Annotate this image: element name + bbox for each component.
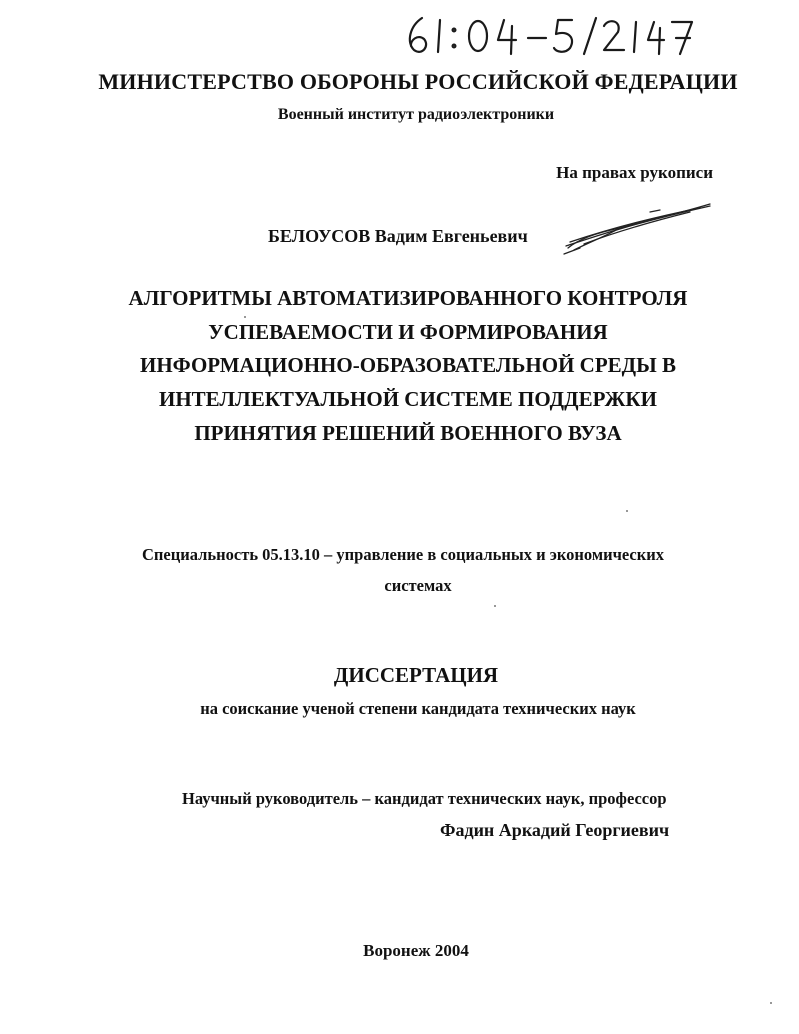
supervisor-role: Научный руководитель – кандидат технических наук, профессор [182,789,667,808]
author-name: БЕЛОУСОВ Вадим Евгеньевич [268,226,528,246]
manuscript-rights-note: На правах рукописи [556,163,713,182]
ministry-heading: МИНИСТЕРСТВО ОБОРОНЫ РОССИЙСКОЙ ФЕДЕРАЦИИ [98,69,738,94]
city-year: Воронеж 2004 [363,941,469,960]
scan-speck [770,1002,772,1004]
dissertation-title-line: АЛГОРИТМЫ АВТОМАТИЗИРОВАННОГО КОНТРОЛЯ [128,286,688,310]
dissertation-title-line: ИНТЕЛЛЕКТУАЛЬНОЙ СИСТЕМЕ ПОДДЕРЖКИ [159,387,657,411]
specialty-line-continued: системах [384,576,452,595]
specialty-line: Специальность 05.13.10 – управление в социальных и экономических [142,545,665,564]
dissertation-label: ДИССЕРТАЦИЯ [333,663,499,687]
scan-speck [626,510,628,512]
signature [560,198,720,260]
dissertation-title-line: ПРИНЯТИЯ РЕШЕНИЙ ВОЕННОГО ВУЗА [194,421,622,445]
dissertation-title-line: ИНФОРМАЦИОННО-ОБРАЗОВАТЕЛЬНОЙ СРЕДЫ В [140,353,676,377]
scan-speck [244,316,246,318]
degree-description: на соискание ученой степени кандидата технических наук [200,699,636,718]
institute-name: Военный институт радиоэлектроники [277,106,555,123]
supervisor-name: Фадин Аркадий Георгиевич [440,820,670,840]
scan-speck [494,605,496,607]
handwritten-archive-number [400,12,700,56]
dissertation-title-line: УСПЕВАЕМОСТИ И ФОРМИРОВАНИЯ [208,320,608,344]
